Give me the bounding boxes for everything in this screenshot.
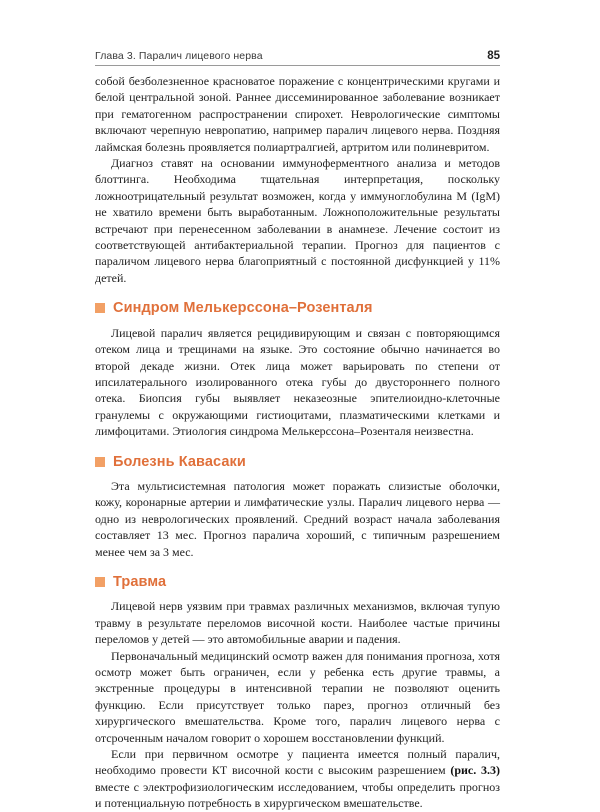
- paragraph: [95, 746, 500, 812]
- chapter-title: Глава 3. Паралич лицевого нерва: [95, 50, 263, 62]
- section-marker: [95, 457, 105, 467]
- section-marker: [95, 577, 105, 587]
- paragraph-text: вместе с электрофизиологическим исследованием, чтобы определить прогноз и потенциальную потребность в хирургическом вмешательстве.: [95, 779, 500, 811]
- section-title: Синдром Мелькерссона–Розенталя: [113, 300, 373, 317]
- section-heading: [95, 574, 500, 590]
- paragraph: Лицевой паралич является рецидивирующим и связан с повторяющимся отеком лица и трещинами на языке. Это состояние обычно начинается во второй декаде жизни. Отек лица может варьировать по степени от ипсилатерального изолированного отека губы до двустороннего полного отека. Биопсия губы выявляет неказеозные эпителиоидно-клеточные гранулемы с окружающими гистиоцитами, плазматическими клетками и лимфоцитами. Этиология синдрома Мелькерссона–Розенталя неизвестна.: [95, 325, 500, 439]
- section-title: Травма: [113, 573, 167, 590]
- section-heading: [95, 454, 500, 470]
- paragraph: собой безболезненное красноватое поражение с концентрическими кругами и белой центральной зоной. Раннее диссеминированное заболевание возникает при гематогенном распространении спирохет. Неврологические симптомы включают черепную невропатию, например паралич лицевого нерва. Поздняя лаймская болезнь проявляется полиартралгией, артритом или полиневритом.: [95, 74, 500, 154]
- running-header: [95, 44, 500, 66]
- page-number: 85: [487, 50, 500, 62]
- section-title: Болезнь Кавасаки: [113, 453, 246, 470]
- paragraph: Лицевой нерв уязвим при травмах различных механизмов, включая тупую травму в результате переломов височной кости. Наиболее частые причины переломов у детей — это автомобильные аварии и падения.: [95, 599, 500, 647]
- page-body: [95, 73, 500, 812]
- paragraph: Первоначальный медицинский осмотр важен для понимания прогноза, хотя осмотр может быть ограничен, если у ребенка есть другие травмы, а экстренные процедуры в интенсивной терапии не позволяют оценить функцию. Если присутствует только парез, прогноз отличный без хирургического вмешательства. Кроме того, паралич лицевого нерва с отсроченным началом говорит о хорошем восстановлении функций.: [95, 648, 500, 745]
- paragraph: Эта мультисистемная патология может поражать слизистые оболочки, кожу, коронарные артерии и лимфатические узлы. Паралич лицевого нерва — одно из неврологических проявлений. Средний возраст начала заболевания составляет 13 мес. Прогноз паралича хороший, с типичным разрешением менее чем за 3 мес.: [95, 478, 500, 559]
- paragraph-text: Если при первичном осмотре у пациента имеется полный паралич, необходимо провести КТ височной кости с высоким разрешением: [95, 747, 500, 778]
- paragraph: Диагноз ставят на основании иммуноферментного анализа и методов блоттинга. Необходима тщательная интерпретация, поскольку ложноотрицательный результат возможен, когда у иммуноглобулина M (IgM) не хватило времени быть выработанным. Ложноположительные результаты встречают при перенесенном заболевании в анамнезе. Лечение состоит из соответствующей антибактериальной терапии. Прогноз для пациентов с параличом лицевого нерва благоприятный с постоянной дисфункцией у 11% детей.: [95, 156, 500, 285]
- section-heading: [95, 300, 500, 316]
- section-marker: [95, 303, 105, 313]
- book-page: [95, 44, 500, 812]
- figure-reference: (рис. 3.3): [450, 763, 501, 778]
